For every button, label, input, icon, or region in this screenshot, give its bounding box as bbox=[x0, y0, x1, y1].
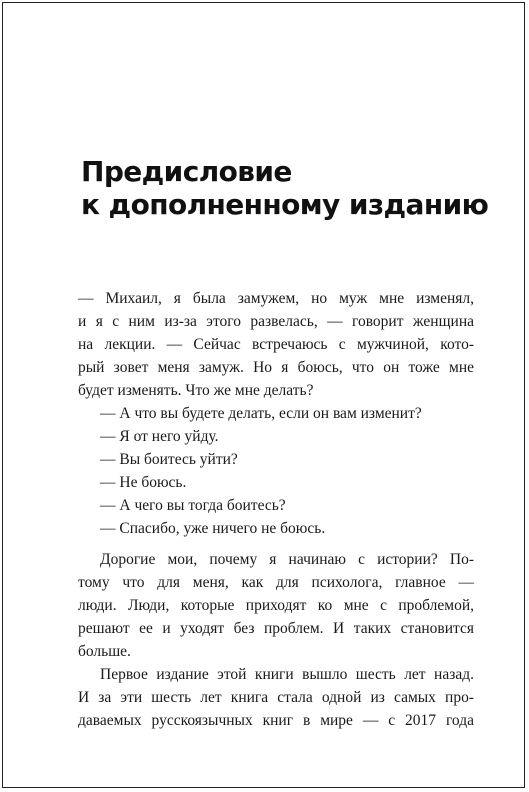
text-line: — Не боюсь. bbox=[100, 474, 187, 491]
text-line: — Михаил, я была замужем, но муж мне изменял, bbox=[78, 290, 474, 307]
text-line: тому что для меня, как для психолога, главное — bbox=[78, 574, 474, 591]
text-line: Первое издание этой книги вышло шесть лет назад. bbox=[100, 666, 474, 683]
text-line: будет изменять. Что же мне делать? bbox=[78, 382, 314, 399]
text-line: больше. bbox=[78, 643, 131, 660]
text-line: — Я от него уйду. bbox=[100, 428, 219, 445]
title-line-1: Предисловие bbox=[81, 155, 292, 188]
text-line: люди. Люди, которые приходят ко мне с проблемой, bbox=[78, 597, 474, 614]
text-line: — Спасибо, уже ничего не боюсь. bbox=[100, 520, 326, 537]
page-title bbox=[81, 155, 488, 221]
text-line: — А что вы будете делать, если он вам изменит? bbox=[100, 405, 422, 422]
dialogue-block bbox=[78, 287, 474, 540]
text-line: рый зовет меня замуж. Но я боюсь, что он тоже мне bbox=[78, 359, 474, 376]
text-line: и я с ним из-за этого развелась, — говорит женщина bbox=[78, 313, 474, 330]
text-line: И за эти шесть лет книга стала одной из самых про- bbox=[78, 689, 474, 706]
text-line: — А чего вы тогда боитесь? bbox=[100, 497, 286, 514]
title-line-2: к дополненному изданию bbox=[81, 188, 489, 221]
text-line: на лекции. — Сейчас встречаюсь с мужчиной, кото- bbox=[78, 336, 474, 353]
text-line: — Вы боитесь уйти? bbox=[100, 451, 238, 468]
text-line: Дорогие мои, почему я начинаю с истории? По- bbox=[100, 551, 474, 568]
text-line: решают ее и уходят без проблем. И таких становится bbox=[78, 620, 474, 637]
body-block bbox=[78, 548, 474, 732]
text-line: даваемых русскоязычных книг в мире — с 2017 года bbox=[78, 712, 474, 729]
